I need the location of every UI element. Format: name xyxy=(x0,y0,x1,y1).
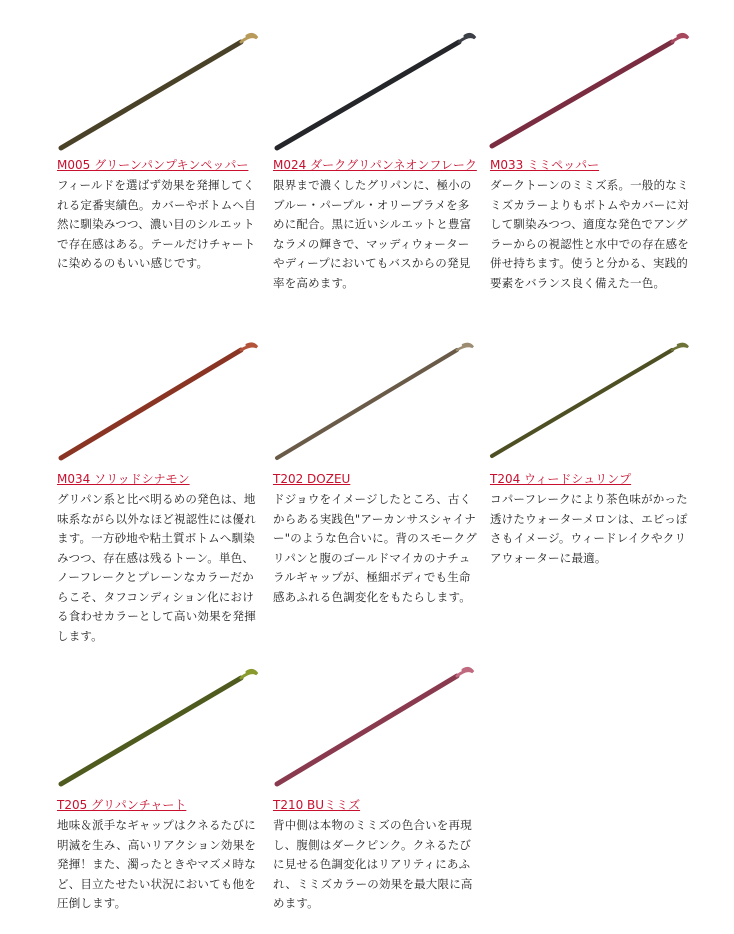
worm-tail xyxy=(241,344,257,350)
worm-image xyxy=(57,664,261,792)
product-description: コパーフレークにより茶色味がかった透けたウォーターメロンは、エビっぽさもイメージ。ウィードレイクやクリアウォーターに最適。 xyxy=(490,492,688,565)
product-title-link[interactable]: T202 DOZEU xyxy=(273,472,351,486)
product-description: フィールドを選ばず効果を発揮してくれる定番実績色。カバーやボトムへ自然に馴染みつつ、濃い目のシルエットで存在感はある。テールだけチャートに染めるのもいい感じです。 xyxy=(57,178,256,270)
worm-tail xyxy=(672,344,688,350)
product-card-m024 xyxy=(273,24,477,293)
product-title-link[interactable]: T210 BUミミズ xyxy=(273,798,361,812)
product-card-m033 xyxy=(490,24,694,293)
product-title-link[interactable]: T204 ウィードシュリンプ xyxy=(490,472,632,486)
worm-body xyxy=(277,42,459,148)
worm-body xyxy=(61,350,241,458)
product-description: グリパン系と比べ明るめの発色は、地味系ながら以外なほど視認性には優れます。一方砂地や粘土質ボトムへ馴染みつつ、存在感は残るトーン。単色、ノーフレークとプレーンなカラーだからこそ、タフコンディション化における食わせカラーとして高い効果を発揮します。 xyxy=(57,492,256,643)
worm-image xyxy=(273,338,477,466)
worm-image xyxy=(490,24,694,152)
worm-body xyxy=(61,42,241,148)
worm-tail xyxy=(241,34,257,42)
worm-illustration-m034 xyxy=(57,338,261,466)
worm-body xyxy=(277,676,457,784)
worm-tail xyxy=(457,344,473,350)
worm-image xyxy=(273,24,477,152)
worm-illustration-t202 xyxy=(273,338,477,466)
worm-body xyxy=(277,350,457,458)
product-description: 背中側は本物のミミズの色合いを再現し、腹側はダークピンク。クネるたびに見せる色調変化はリアリティにあふれ、ミミズカラーの効果を最大限に高めます。 xyxy=(273,818,473,910)
product-description: 地味＆派手なギャップはクネるたびに明滅を生み、高いリアクション効果を発揮！また、濁ったときやマズメ時など、目立たせたい状況においても他を圧倒します。 xyxy=(57,818,257,910)
worm-illustration-m033 xyxy=(490,24,694,152)
product-card-t210 xyxy=(273,664,477,914)
worm-image xyxy=(273,664,477,792)
worm-illustration-t204 xyxy=(490,338,694,466)
worm-body xyxy=(492,350,672,456)
worm-image xyxy=(490,338,694,466)
product-title-link[interactable]: M033 ミミペッパー xyxy=(490,158,600,172)
product-card-t202 xyxy=(273,338,477,607)
worm-tail xyxy=(672,34,688,42)
product-card-t205 xyxy=(57,664,261,914)
product-title-link[interactable]: M005 グリーンパンプキンペッパー xyxy=(57,158,249,172)
worm-illustration-t205 xyxy=(57,664,261,792)
worm-body xyxy=(492,42,672,146)
worm-body xyxy=(61,678,241,784)
product-title-link[interactable]: M024 ダークグリパンネオンフレーク xyxy=(273,158,477,172)
worm-tail xyxy=(241,670,257,678)
product-description: ダークトーンのミミズ系。一般的なミミズカラーよりもボトムやカバーに対して馴染みつつ、適度な発色でアングラーからの視認性と水中での存在感を併せ持ちます。使うと分かる、実践的要素をバランス良く備えた一色。 xyxy=(490,178,689,290)
worm-illustration-m005 xyxy=(57,24,261,152)
product-title-link[interactable]: T205 グリパンチャート xyxy=(57,798,187,812)
product-card-t204 xyxy=(490,338,694,568)
worm-illustration-t210 xyxy=(273,664,477,792)
worm-image xyxy=(57,24,261,152)
worm-tail xyxy=(457,668,473,676)
product-title-link[interactable]: M034 ソリッドシナモン xyxy=(57,472,190,486)
product-card-m034 xyxy=(57,338,261,646)
product-card-m005 xyxy=(57,24,261,274)
worm-illustration-m024 xyxy=(273,24,477,152)
product-description: 限界まで濃くしたグリパンに、極小のブルー・パープル・オリーブラメを多めに配合。黒に近いシルエットと豊富なラメの輝きで、マッディウォーターやディープにおいてもバスからの発見率を高めます。 xyxy=(273,178,472,290)
product-description: ドジョウをイメージしたところ、古くからある実践色"アーカンサスシャイナー"のような色合いに。背のスモークグリパンと腹のゴールドマイカのナチュラルギャップが、極細ボディでも生命感あふれる色調変化をもたらします。 xyxy=(273,492,477,604)
worm-tail xyxy=(459,34,475,42)
worm-image xyxy=(57,338,261,466)
